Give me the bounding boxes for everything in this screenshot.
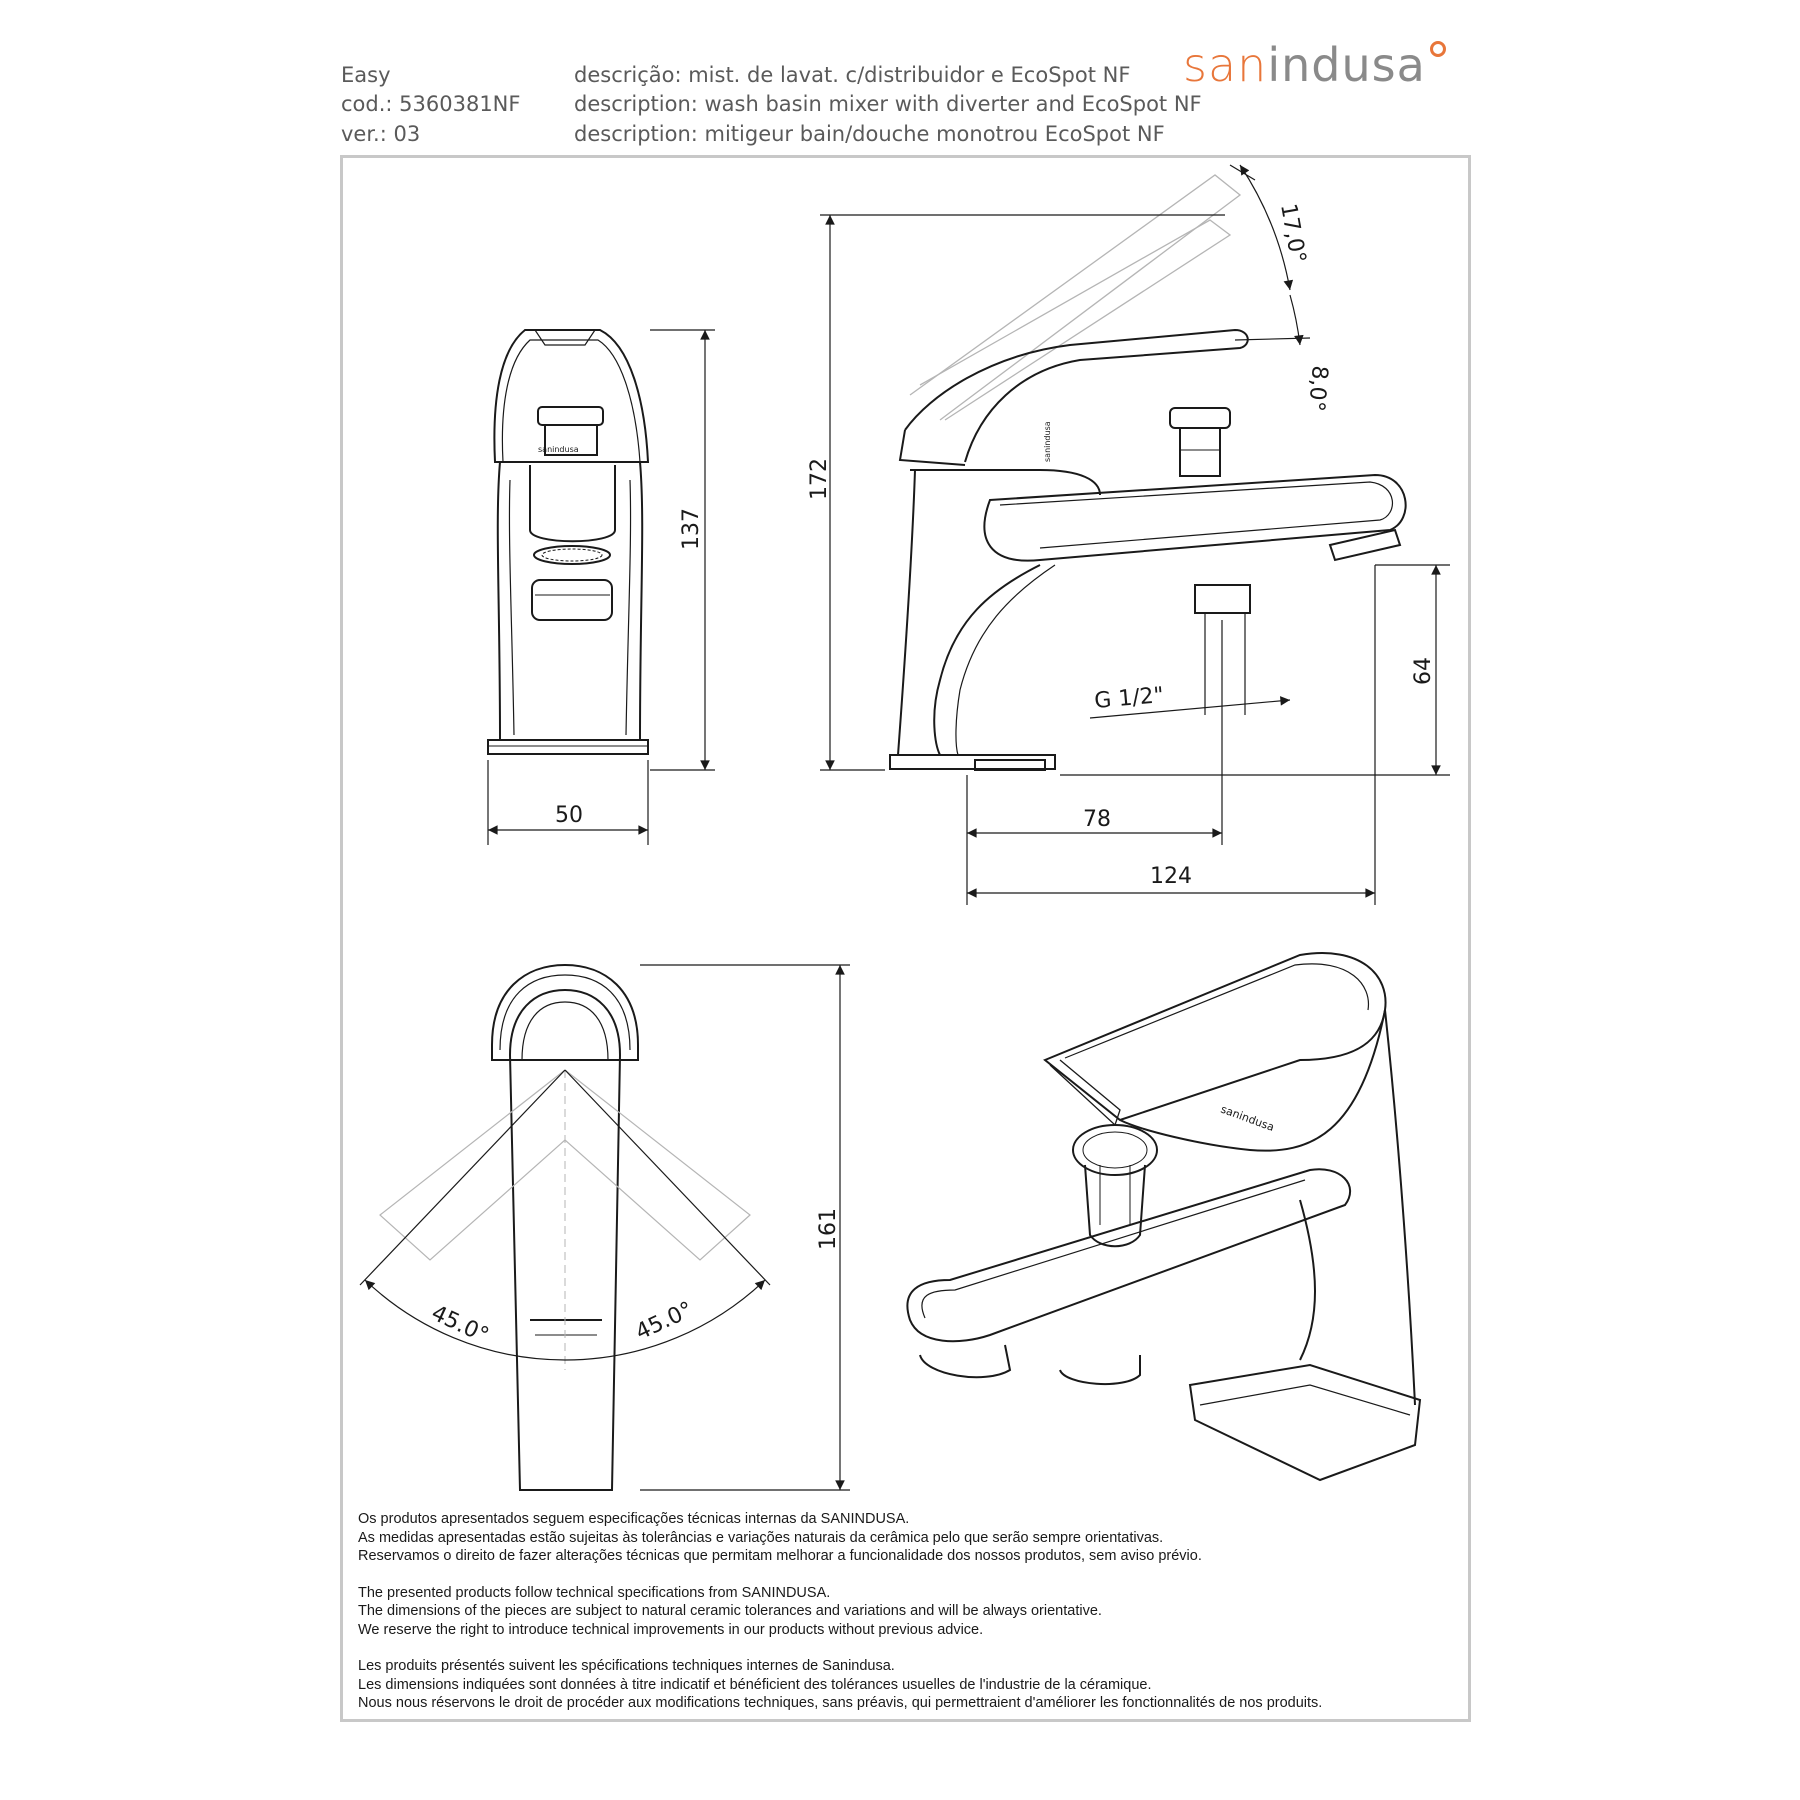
side-view (890, 175, 1406, 770)
note-line: Les dimensions indiquées sont données à titre indicatif et bénéficient des tolérances usuelles de l'industrie de la céramique. (358, 1676, 1152, 1693)
dim-front-width: 50 (555, 803, 583, 828)
brand-logo-part1: san (1183, 38, 1268, 92)
description-pt: descrição: mist. de lavat. c/distribuidor e EcoSpot NF (574, 63, 1131, 87)
perspective-logo-text: sanindusa (1218, 1102, 1276, 1134)
note-line: The presented products follow technical specifications from SANINDUSA. (358, 1584, 831, 1601)
dim-lever-angle-down: 8,0° (1303, 364, 1332, 413)
top-dimensions (360, 965, 850, 1490)
dim-top-length: 161 (816, 1208, 841, 1250)
notes-pt (358, 1510, 1458, 1566)
dim-thread: G 1/2" (1093, 683, 1165, 714)
dim-front-height: 137 (679, 508, 704, 550)
top-view (380, 965, 750, 1490)
dim-rotation-right: 45.0° (631, 1297, 697, 1346)
description-en: description: wash basin mixer with diverter and EcoSpot NF (574, 92, 1202, 116)
dim-side-height: 172 (807, 458, 832, 500)
dim-spout-height: 64 (1411, 657, 1436, 685)
dim-total-depth: 124 (1150, 864, 1192, 889)
brand-logo-part2: indusa (1267, 38, 1426, 92)
notes-en (358, 1584, 1458, 1640)
front-view (488, 330, 648, 754)
note-line: Reservamos o direito de fazer alterações técnicas que permitam melhorar a funcionalidade dos nossos produtos, sem aviso prévio. (358, 1548, 1202, 1564)
notes-fr (358, 1657, 1458, 1713)
dim-rotation-left: 45.0° (427, 1300, 493, 1349)
description-fr: description: mitigeur bain/douche monotrou EcoSpot NF (574, 122, 1165, 146)
side-logo-text: sanindusa (1043, 421, 1052, 462)
note-line: Les produits présentés suivent les spécifications techniques internes de Sanindusa. (358, 1658, 895, 1674)
product-code: cod.: 5360381NF (341, 92, 521, 116)
side-dimensions (820, 165, 1450, 905)
note-line: Nous nous réservons le droit de procéder aux modifications techniques, sans préavis, qui permettraient d'améliorer les fonctionnalités de nos produits. (358, 1695, 1323, 1711)
dim-axis-to-center: 78 (1083, 807, 1111, 832)
note-line: The dimensions of the pieces are subject to natural ceramic tolerances and variations and will be always orientative. (358, 1603, 1102, 1619)
note-line: Os produtos apresentados seguem especificações técnicas internas da SANINDUSA. (358, 1511, 910, 1527)
product-name: Easy (341, 63, 391, 87)
perspective-view (907, 953, 1420, 1480)
note-line: As medidas apresentadas estão sujeitas às tolerâncias e variações naturais da cerâmica pelo que serão sempre orientativas. (358, 1529, 1164, 1546)
note-line: We reserve the right to introduce technical improvements in our products without previous advice. (358, 1621, 984, 1638)
legal-notes (358, 1510, 1458, 1731)
front-logo-text: sanindusa (538, 445, 579, 454)
product-version: ver.: 03 (341, 122, 421, 146)
dim-lever-angle-up: 17,0° (1275, 201, 1311, 266)
